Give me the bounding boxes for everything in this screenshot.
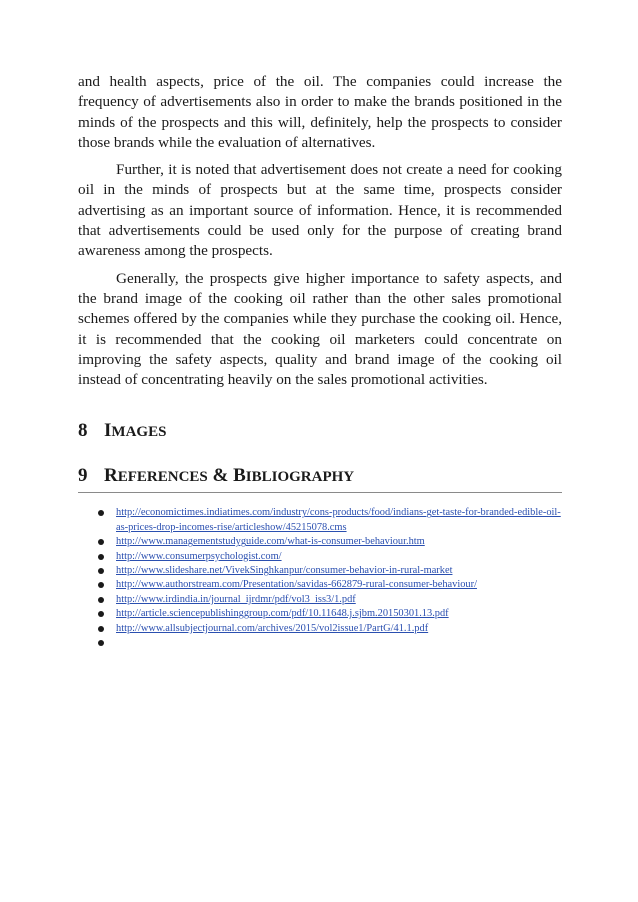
bullet-icon [98,611,104,617]
reference-link[interactable]: http://economictimes.indiatimes.com/industry/cons-products/food/indians-get-taste-for-branded-edible-oil-as-prices-drop-incomes-rise/articleshow/45215078.cms [116,507,561,533]
reference-item [78,593,562,607]
section-title: IMAGES [104,420,167,442]
reference-item [78,622,562,636]
reference-link[interactable]: http://www.authorstream.com/Presentation/savidas-662879-rural-consumer-behaviour/ [116,579,477,591]
reference-item [78,506,562,535]
bullet-icon [98,640,104,646]
reference-item [78,564,562,578]
reference-link[interactable]: http://www.consumerpsychologist.com/ [116,550,282,562]
document-page [78,72,562,651]
reference-list [78,506,562,650]
reference-item [78,607,562,621]
body-paragraph-2: Further, it is noted that advertisement does not create a need for cooking oil in the minds of prospects but at the same time, prospects consider advertising as an important source of information. Hence, it is recommended that advertisements could be used only for the purpose of creating brand awareness among the prospects. [78,161,562,260]
section-title: REFERENCES & BIBLIOGRAPHY [104,465,355,487]
reference-link[interactable]: http://www.managementstudyguide.com/what-is-consumer-behaviour.htm [116,536,425,548]
reference-item [78,535,562,549]
reference-link[interactable]: http://www.slideshare.net/VivekSinghkanpur/consumer-behavior-in-rural-market [116,565,453,577]
body-paragraph-1: and health aspects, price of the oil. The companies could increase the frequency of advertisements also in order to make the brands positioned in the minds of the prospects and this will, definitely, help the prospects to consider those brands while the evaluation of alternatives. [78,73,562,151]
bullet-icon [98,582,104,588]
bullet-icon [98,568,104,574]
section-number: 8 [78,420,88,442]
bullet-icon [98,554,104,560]
reference-link[interactable]: http://article.sciencepublishinggroup.com/pdf/10.11648.j.sjbm.20150301.13.pdf [116,608,449,620]
bullet-icon [98,510,104,516]
body-paragraph-3: Generally, the prospects give higher importance to safety aspects, and the brand image of the cooking oil rather than the other sales promotional schemes offered by the companies while they purchase the cooking oil. Hence, it is recommended that the cooking oil marketers could concentrate on improving the safety aspects, quality and brand image of the cooking oil instead of concentrating heavily on the sales promotional activities. [78,269,562,389]
bullet-icon [98,626,104,632]
reference-item [78,578,562,592]
reference-link[interactable]: http://www.irdindia.in/journal_ijrdmr/pdf/vol3_iss3/1.pdf [116,593,356,605]
reference-item [78,550,562,564]
section-heading-references [78,464,562,493]
section-number: 9 [78,465,88,487]
bullet-icon [98,539,104,545]
reference-item-empty [78,636,562,650]
bullet-icon [98,597,104,603]
section-heading-images [78,419,562,444]
reference-link[interactable]: http://www.allsubjectjournal.com/archives/2015/vol2issue1/PartG/41.1.pdf [116,622,429,634]
